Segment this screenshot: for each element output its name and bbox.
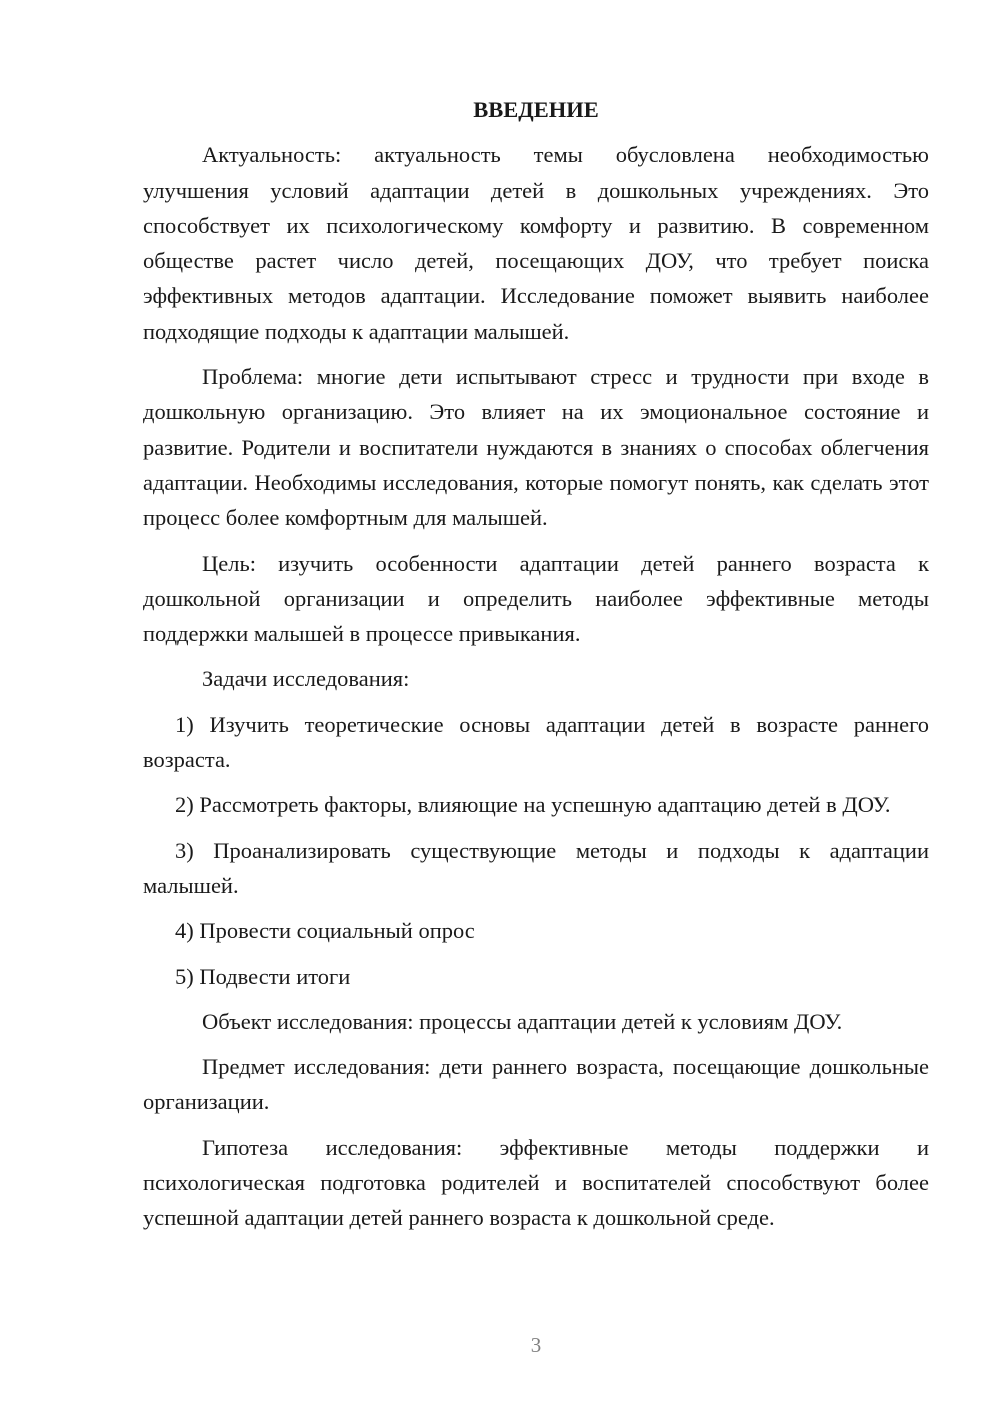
document-page — [143, 92, 929, 1246]
paragraph-hypothesis: Гипотеза исследования: эффективные методы поддержки и психологическая подготовка родителей и воспитателей способствуют более успешной адаптации детей раннего возраста к дошкольной среде. — [143, 1134, 929, 1231]
task-item-3: 3) Проанализировать существующие методы и подходы к адаптации малышей. — [143, 837, 929, 898]
task-item-4: 4) Провести социальный опрос — [175, 918, 475, 944]
paragraph-subject: Предмет исследования: дети раннего возраста, посещающие дошкольные организации. — [143, 1054, 929, 1115]
paragraph-goal: Цель: изучить особенности адаптации детей раннего возраста к дошкольной организации и определить наиболее эффективные методы поддержки малышей в процессе привыкания. — [143, 550, 929, 647]
paragraph-object: Объект исследования: процессы адаптации детей к условиям ДОУ. — [202, 1008, 843, 1034]
page-title: ВВЕДЕНИЕ — [473, 97, 599, 122]
paragraph-problem: Проблема: многие дети испытывают стресс и трудности при входе в дошкольную организацию. Это влияет на их эмоциональное состояние и развитие. Родители и воспитатели нуждаются в знаниях о способах облегчения адаптации. Необходимы исследования, которые помогут понять, как сделать этот процесс более комфортным для малышей. — [143, 364, 929, 531]
task-item-2: 2) Рассмотреть факторы, влияющие на успешную адаптацию детей в ДОУ. — [175, 792, 891, 818]
task-item-1: 1) Изучить теоретические основы адаптации детей в возрасте раннего возраста. — [143, 711, 929, 773]
paragraph-relevance: Актуальность: актуальность темы обусловлена необходимостью улучшения условий адаптации детей в дошкольных учреждениях. Это способствует их психологическому комфорту и развитию. В современном обществе растет число детей, посещающих ДОУ, что требует поиска эффективных методов адаптации. Исследование поможет выявить наиболее подходящие подходы к адаптации малышей. — [143, 142, 929, 344]
paragraph-tasks-heading: Задачи исследования: — [202, 666, 410, 692]
task-item-5: 5) Подвести итоги — [175, 963, 351, 989]
page-number: 3 — [530, 1333, 542, 1357]
